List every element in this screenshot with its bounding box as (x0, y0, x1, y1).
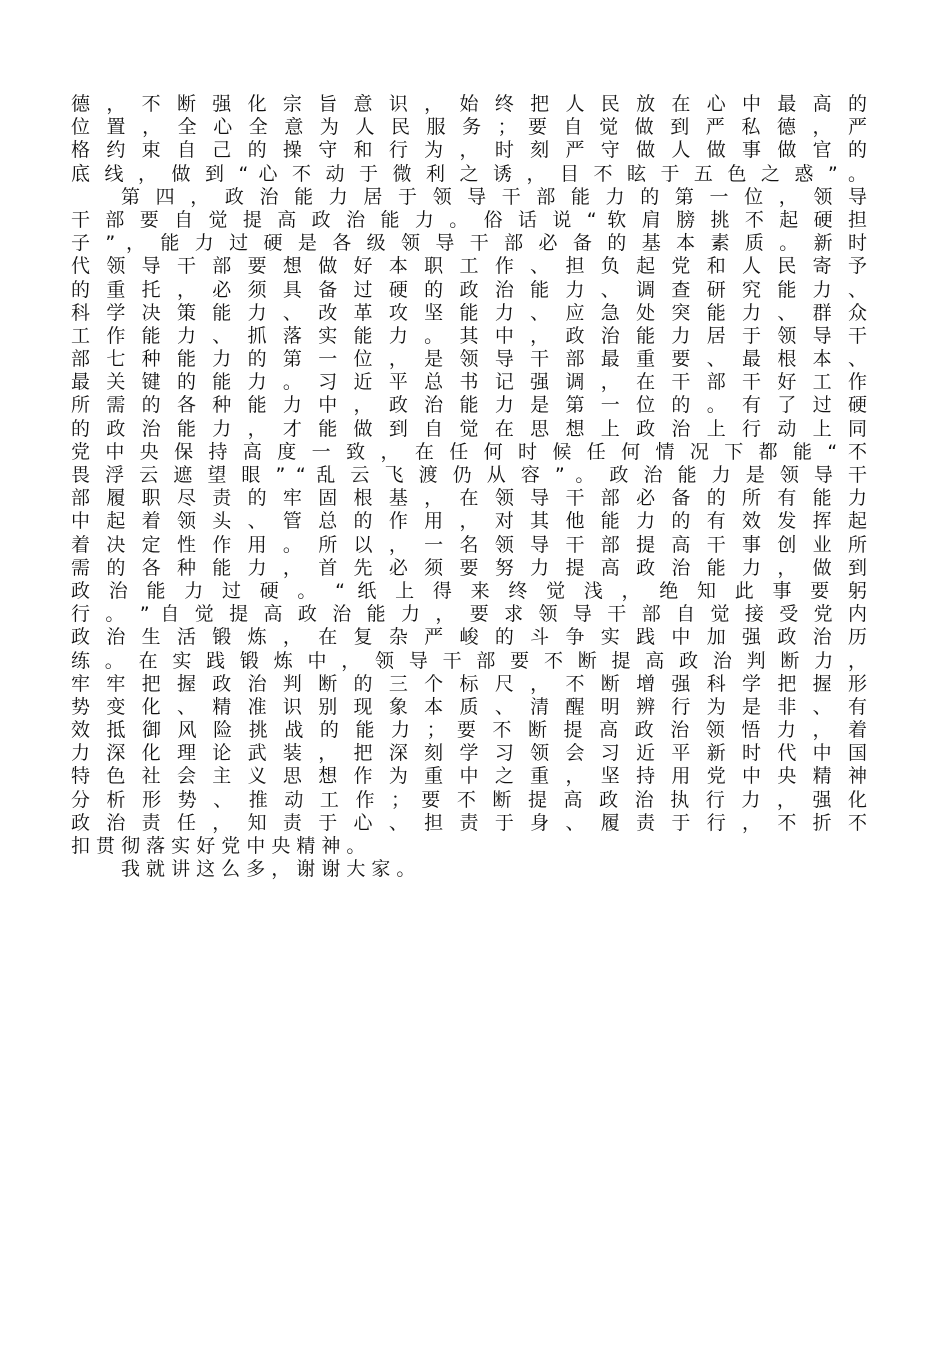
text-line: 科 学 决 策 能 力 、 改 革 攻 坚 能 力 、 应 急 处 突 能 力 、 群 众 (71, 301, 867, 324)
text-line: 党 中 央 保 持 高 度 一 致 ， 在 任 何 时 候 任 何 情 况 下 都 能 “ 不 (71, 440, 867, 463)
text-line: 势 变 化 、 精 准 识 别 现 象 本 质 、 清 醒 明 辨 行 为 是 非 、 有 (71, 695, 867, 718)
text-line: 最 关 键 的 能 力 。 习 近 平 总 书 记 强 调 ， 在 干 部 干 好 工 作 (71, 371, 867, 394)
text-line: 第 四 ， 政 治 能 力 居 于 领 导 干 部 能 力 的 第 一 位 ， 领 导 (121, 185, 867, 208)
text-line: 格 约 束 自 己 的 操 守 和 行 为 ， 时 刻 严 守 做 人 做 事 做 官 的 (71, 139, 867, 162)
document-body (71, 93, 867, 881)
text-line: 代 领 导 干 部 要 想 做 好 本 职 工 作 、 担 负 起 党 和 人 民 寄 予 (71, 255, 867, 278)
text-line: 力 深 化 理 论 武 装 ， 把 深 刻 学 习 领 会 习 近 平 新 时 代 中 国 (71, 742, 867, 765)
text-line: 的 重 托 ， 必 须 具 备 过 硬 的 政 治 能 力 、 调 查 研 究 能 力 、 (71, 278, 867, 301)
text-line: 扣 贯 彻 落 实 好 党 中 央 精 神 。 (71, 835, 366, 857)
text-line: 特 色 社 会 主 义 思 想 作 为 重 中 之 重 ， 坚 持 用 党 中 央 精 神 (71, 765, 867, 788)
text-line: 所 需 的 各 种 能 力 中 ， 政 治 能 力 是 第 一 位 的 。 有 了 过 硬 (71, 394, 867, 417)
text-line: 政 治 责 任 ， 知 责 于 心 、 担 责 于 身 、 履 责 于 行 ， 不 折 不 (71, 811, 867, 834)
text-line: 工 作 能 力 、 抓 落 实 能 力 。 其 中 ， 政 治 能 力 居 于 领 导 干 (71, 324, 867, 347)
text-line: 底 线 ， 做 到 “ 心 不 动 于 微 利 之 诱 ， 目 不 眩 于 五 色 之 惑 ” 。 (71, 162, 867, 185)
text-line: 行 。 ” 自 觉 提 高 政 治 能 力 ， 要 求 领 导 干 部 自 觉 接 受 党 内 (71, 603, 867, 626)
text-line: 分 析 形 势 、 推 动 工 作 ； 要 不 断 提 高 政 治 执 行 力 ， 强 化 (71, 788, 867, 811)
text-line: 需 的 各 种 能 力 ， 首 先 必 须 要 努 力 提 高 政 治 能 力 ， 做 到 (71, 556, 867, 579)
text-line: 干 部 要 自 觉 提 高 政 治 能 力 。 俗 话 说 “ 软 肩 膀 挑 不 起 硬 担 (71, 208, 867, 231)
text-line: 部 履 职 尽 责 的 牢 固 根 基 ， 在 领 导 干 部 必 备 的 所 有 能 力 (71, 487, 867, 510)
text-line: 中 起 着 领 头 、 管 总 的 作 用 ， 对 其 他 能 力 的 有 效 发 挥 起 (71, 510, 867, 533)
text-line: 子 ” ， 能 力 过 硬 是 各 级 领 导 干 部 必 备 的 基 本 素 质 。 新 时 (71, 232, 867, 255)
text-line: 德 ， 不 断 强 化 宗 旨 意 识 ， 始 终 把 人 民 放 在 心 中 最 高 的 (71, 93, 867, 115)
text-line: 效 抵 御 风 险 挑 战 的 能 力 ； 要 不 断 提 高 政 治 领 悟 力 ， 着 (71, 719, 867, 742)
text-line: 练 。 在 实 践 锻 炼 中 ， 领 导 干 部 要 不 断 提 高 政 治 判 断 力 ， (71, 649, 867, 672)
text-line: 位 置 ， 全 心 全 意 为 人 民 服 务 ； 要 自 觉 做 到 严 私 德 ， 严 (71, 116, 867, 139)
text-line: 着 决 定 性 作 用 。 所 以 ， 一 名 领 导 干 部 提 高 干 事 创 业 所 (71, 533, 867, 556)
text-line: 政 治 能 力 过 硬 。 “ 纸 上 得 来 终 觉 浅 ， 绝 知 此 事 要 躬 (71, 579, 867, 602)
text-line: 畏 浮 云 遮 望 眼 ” “ 乱 云 飞 渡 仍 从 容 ” 。 政 治 能 力 是 领 导 干 (71, 464, 867, 486)
text-line: 牢 牢 把 握 政 治 判 断 的 三 个 标 尺 ， 不 断 增 强 科 学 把 握 形 (71, 672, 867, 695)
text-line: 政 治 生 活 锻 炼 ， 在 复 杂 严 峻 的 斗 争 实 践 中 加 强 政 治 历 (71, 626, 867, 649)
text-line: 部 七 种 能 力 的 第 一 位 ， 是 领 导 干 部 最 重 要 、 最 根 本 、 (71, 348, 867, 371)
text-line: 的 政 治 能 力 ， 才 能 做 到 自 觉 在 思 想 上 政 治 上 行 动 上 同 (71, 417, 867, 440)
closing-line: 我 就 讲 这 么 多 ， 谢 谢 大 家 。 (121, 858, 416, 881)
